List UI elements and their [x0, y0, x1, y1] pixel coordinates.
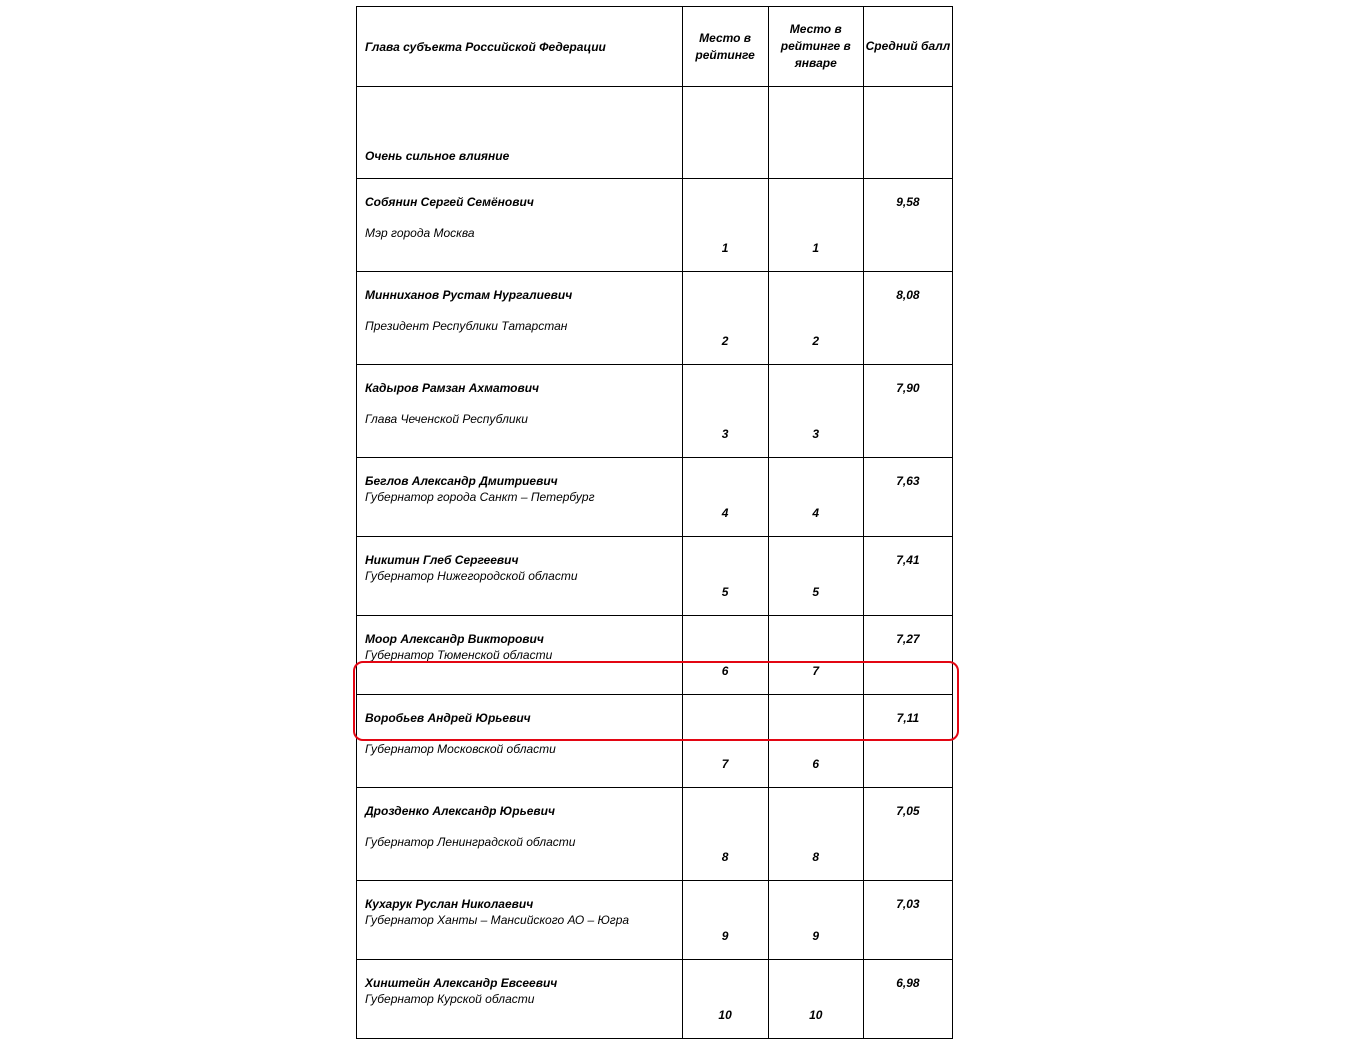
- table-row: [357, 458, 953, 537]
- score-cell: 8,08: [863, 272, 952, 365]
- empty-cell: [768, 87, 863, 179]
- rank-cell: 4: [682, 458, 768, 537]
- person-name: Хинштейн Александр Евсеевич: [365, 976, 558, 990]
- name-cell: [357, 616, 683, 695]
- rank-cell: 5: [682, 537, 768, 616]
- person-title: Губернатор Нижегородской области: [365, 569, 578, 583]
- name-cell: [357, 695, 683, 788]
- person-name: Кадыров Рамзан Ахматович: [365, 381, 540, 395]
- person-title: Губернатор Ханты – Мансийского АО – Югра: [365, 913, 630, 927]
- score-cell: 7,90: [863, 365, 952, 458]
- ranking-table: [356, 6, 953, 1039]
- person-title: Губернатор города Санкт – Петербург: [365, 490, 595, 504]
- score-cell: 7,27: [863, 616, 952, 695]
- name-cell: [357, 537, 683, 616]
- name-cell: [357, 365, 683, 458]
- rank-january-cell: 8: [768, 788, 863, 881]
- rank-cell: 6: [682, 616, 768, 695]
- table-header-row: [357, 7, 953, 87]
- person-name: Никитин Глеб Сергеевич: [365, 553, 519, 567]
- group-label: Очень сильное влияние: [357, 87, 683, 179]
- rank-january-cell: 4: [768, 458, 863, 537]
- table-row: [357, 616, 953, 695]
- person-name: Кухарук Руслан Николаевич: [365, 897, 534, 911]
- rank-january-cell: 9: [768, 881, 863, 960]
- rank-january-cell: 2: [768, 272, 863, 365]
- score-cell: 9,58: [863, 179, 952, 272]
- table-row: [357, 272, 953, 365]
- rank-january-cell: 6: [768, 695, 863, 788]
- person-title: Мэр города Москва: [365, 226, 475, 240]
- score-cell: 7,11: [863, 695, 952, 788]
- person-name: Беглов Александр Дмитриевич: [365, 474, 558, 488]
- header-name: Глава субъекта Российской Федерации: [357, 7, 683, 87]
- person-title: Президент Республики Татарстан: [365, 319, 568, 333]
- name-cell: [357, 788, 683, 881]
- group-row: [357, 87, 953, 179]
- person-name: Минниханов Рустам Нургалиевич: [365, 288, 573, 302]
- score-cell: 7,63: [863, 458, 952, 537]
- rank-cell: 3: [682, 365, 768, 458]
- header-rank-january: Место в рейтинге в январе: [768, 7, 863, 87]
- score-cell: 7,41: [863, 537, 952, 616]
- person-name: Дрозденко Александр Юрьевич: [365, 804, 555, 818]
- score-cell: 7,03: [863, 881, 952, 960]
- table-row-highlighted: [357, 788, 953, 881]
- score-cell: 7,05: [863, 788, 952, 881]
- table-row: [357, 365, 953, 458]
- rank-january-cell: 10: [768, 960, 863, 1039]
- rank-cell: 2: [682, 272, 768, 365]
- rank-cell: 8: [682, 788, 768, 881]
- score-cell: 6,98: [863, 960, 952, 1039]
- rank-cell: 10: [682, 960, 768, 1039]
- rank-cell: 1: [682, 179, 768, 272]
- rank-january-cell: 5: [768, 537, 863, 616]
- person-title: Губернатор Курской области: [365, 992, 535, 1006]
- rank-cell: 9: [682, 881, 768, 960]
- person-title: Губернатор Московской области: [365, 742, 556, 756]
- name-cell: [357, 881, 683, 960]
- rank-january-cell: 3: [768, 365, 863, 458]
- person-title: Глава Чеченской Республики: [365, 412, 528, 426]
- header-rank: Место в рейтинге: [682, 7, 768, 87]
- empty-cell: [682, 87, 768, 179]
- name-cell: [357, 179, 683, 272]
- table-row: [357, 695, 953, 788]
- rank-january-cell: 1: [768, 179, 863, 272]
- rank-cell: 7: [682, 695, 768, 788]
- person-name: Моор Александр Викторович: [365, 632, 544, 646]
- name-cell: [357, 272, 683, 365]
- person-name: Воробьев Андрей Юрьевич: [365, 711, 531, 725]
- header-avg-score: Средний балл: [863, 7, 952, 87]
- table-row: [357, 537, 953, 616]
- table-row: [357, 881, 953, 960]
- name-cell: [357, 458, 683, 537]
- person-name: Собянин Сергей Семёнович: [365, 195, 534, 209]
- person-title: Губернатор Ленинградской области: [365, 835, 576, 849]
- table-row: [357, 179, 953, 272]
- table-row: [357, 960, 953, 1039]
- name-cell: [357, 960, 683, 1039]
- empty-cell: [863, 87, 952, 179]
- rank-january-cell: 7: [768, 616, 863, 695]
- person-title: Губернатор Тюменской области: [365, 648, 553, 662]
